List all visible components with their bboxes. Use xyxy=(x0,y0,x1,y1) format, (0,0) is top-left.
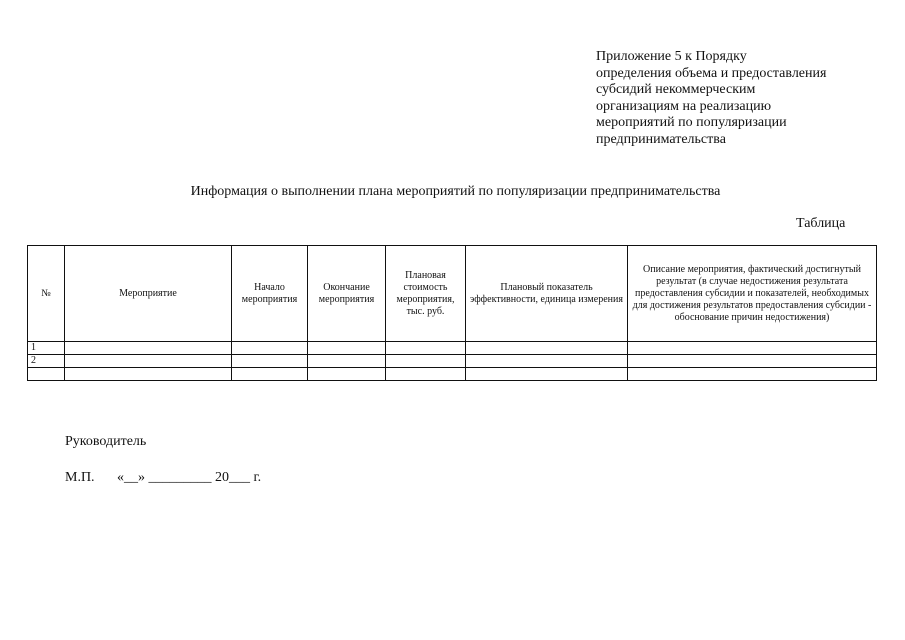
appendix-line: субсидий некоммерческим xyxy=(596,82,756,97)
appendix-line: определения объема и предоставления xyxy=(596,65,827,81)
stamp-date-line xyxy=(65,470,261,486)
table-cell[interactable] xyxy=(308,355,386,368)
header-performance-indicator: Плановый показатель эффективности, единица измерения xyxy=(466,246,628,342)
header-start: Начало мероприятия xyxy=(232,246,308,342)
table-cell[interactable] xyxy=(466,368,628,381)
table-cell[interactable] xyxy=(466,342,628,355)
appendix-line: мероприятий по популяризации xyxy=(596,115,787,130)
header-planned-cost: Плановая стоимость мероприятия, тыс. руб. xyxy=(386,246,466,342)
header-event: Мероприятие xyxy=(65,246,232,342)
table-cell[interactable] xyxy=(628,342,877,355)
date-placeholder: «__» _________ 20___ г. xyxy=(117,470,262,485)
table-row xyxy=(28,355,877,368)
table-cell[interactable] xyxy=(65,368,232,381)
table-cell[interactable] xyxy=(628,355,877,368)
report-table xyxy=(27,245,877,381)
header-description: Описание мероприятия, фактический достигнутый результат (в случае недостижения результата предоставления субсидии и показателей, необходимых для достижения результатов предоставления субсидии - обоснование причин недостижения) xyxy=(628,246,877,342)
signer-label: Руководитель xyxy=(65,434,147,449)
table-row xyxy=(28,368,877,381)
table-cell[interactable] xyxy=(628,368,877,381)
table-cell[interactable]: 1 xyxy=(28,342,65,355)
table-cell[interactable]: 2 xyxy=(28,355,65,368)
header-number: № xyxy=(28,246,65,342)
table-cell[interactable] xyxy=(386,342,466,355)
appendix-line: предпринимательства xyxy=(596,131,726,147)
table-cell[interactable] xyxy=(308,342,386,355)
table-cell[interactable] xyxy=(65,342,232,355)
table-cell[interactable] xyxy=(65,355,232,368)
table-cell[interactable] xyxy=(28,368,65,381)
document-title-text: Информация о выполнении плана мероприятий по популяризации предпринимательства xyxy=(190,184,721,199)
stamp-label: М.П. xyxy=(65,470,95,485)
table-cell[interactable] xyxy=(232,355,308,368)
table-cell[interactable] xyxy=(386,368,466,381)
appendix-reference xyxy=(596,49,886,148)
table-cell[interactable] xyxy=(386,355,466,368)
appendix-line: Приложение 5 к Порядку xyxy=(596,49,747,64)
table-row xyxy=(28,342,877,355)
table-cell[interactable] xyxy=(232,342,308,355)
table-cell[interactable] xyxy=(308,368,386,381)
table-label: Таблица xyxy=(796,216,846,231)
appendix-line: организациям на реализацию xyxy=(596,98,772,114)
table-cell[interactable] xyxy=(466,355,628,368)
document-title xyxy=(0,184,905,200)
table-cell[interactable] xyxy=(232,368,308,381)
table-header-row xyxy=(28,246,877,342)
header-end: Окончание мероприятия xyxy=(308,246,386,342)
